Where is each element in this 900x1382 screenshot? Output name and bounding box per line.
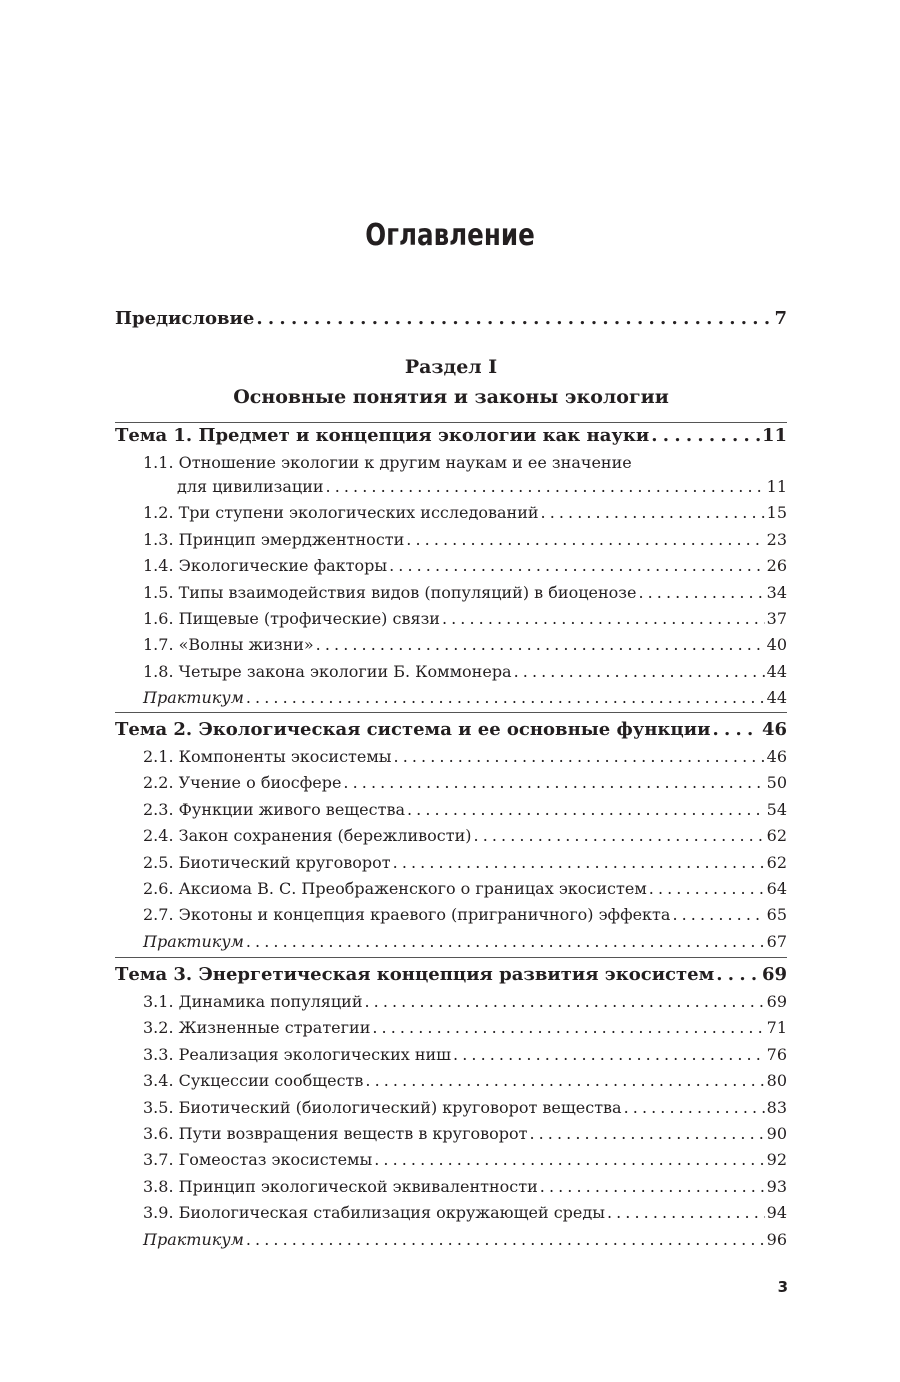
leader-dots — [394, 747, 765, 766]
divider — [115, 957, 787, 958]
toc-item-label: Практикум — [143, 931, 244, 951]
toc-topic-title: Тема 1. Предмет и концепция экологии как науки — [115, 425, 650, 446]
toc-entry-preface[interactable] — [115, 308, 787, 329]
toc-item-label: Практикум — [143, 688, 244, 708]
toc-item-label: 1.4. Экологические факторы — [143, 556, 388, 576]
toc-item[interactable] — [115, 1098, 787, 1117]
leader-dots — [514, 662, 765, 681]
toc-item-page: 64 — [766, 879, 787, 898]
toc-item-label: 1.7. «Волны жизни» — [143, 635, 314, 655]
toc-item-label: 1.2. Три ступени экологических исследований — [143, 503, 539, 523]
leader-dots — [364, 992, 764, 1011]
toc-item-page: 34 — [766, 582, 787, 602]
leader-dots — [541, 503, 765, 522]
leader-dots — [246, 1230, 765, 1249]
toc-item-page: 69 — [766, 992, 787, 1011]
toc-item-page: 90 — [766, 1124, 787, 1143]
toc-item[interactable] — [115, 1124, 787, 1143]
toc-item-page: 11 — [766, 477, 787, 496]
toc-item-page: 76 — [766, 1044, 787, 1064]
toc-item[interactable] — [115, 1203, 787, 1222]
leader-dots — [651, 425, 760, 446]
toc-item-page: 92 — [766, 1150, 787, 1170]
leader-dots — [246, 688, 765, 707]
toc-item-label: 1.5. Типы взаимодействия видов (популяций) в биоценозе — [143, 582, 637, 602]
leader-dots — [712, 719, 760, 740]
toc-item-label: 1.8. Четыре закона экологии Б. Коммонера — [143, 661, 512, 681]
leader-dots — [474, 826, 765, 845]
toc-topic-1[interactable] — [115, 425, 787, 446]
leader-dots — [246, 932, 765, 951]
toc-item-page: 62 — [766, 826, 787, 846]
toc-item[interactable] — [115, 992, 787, 1011]
toc-item[interactable] — [115, 1045, 787, 1064]
toc-item-page: 80 — [766, 1071, 787, 1091]
divider — [115, 712, 787, 713]
toc-item-page: 44 — [766, 661, 787, 681]
toc-item-page: 93 — [766, 1176, 787, 1196]
toc-item-practicum[interactable] — [115, 688, 787, 707]
page-number: 3 — [777, 1278, 788, 1296]
toc-topic-page: 69 — [761, 964, 787, 985]
toc-item-label: 2.4. Закон сохранения (бережливости) — [143, 826, 472, 846]
leader-dots — [372, 1018, 764, 1037]
toc-item-label: 2.3. Функции живого вещества — [143, 799, 405, 819]
leader-dots — [638, 583, 764, 602]
toc-item-label: 1.3. Принцип эмерджентности — [143, 529, 405, 549]
toc-item[interactable] — [115, 879, 787, 898]
toc-entry-page: 7 — [774, 308, 787, 329]
toc-item-label: 2.2. Учение о биосфере — [143, 773, 342, 793]
leader-dots — [374, 1150, 764, 1169]
toc-topic-title: Тема 2. Экологическая система и ее основные функции — [115, 719, 711, 740]
toc-item-page: 50 — [766, 773, 787, 793]
toc-item-label: 2.6. Аксиома В. С. Преображенского о границах экосистем — [143, 879, 647, 898]
toc-item[interactable] — [115, 503, 787, 522]
leader-dots — [529, 1124, 764, 1143]
toc-item-label: для цивилизации — [177, 477, 324, 496]
leader-dots — [540, 1177, 765, 1196]
leader-dots — [407, 800, 765, 819]
toc-item[interactable] — [115, 530, 787, 549]
leader-dots — [326, 477, 765, 496]
divider — [115, 422, 787, 423]
toc-item-page: 54 — [766, 799, 787, 819]
toc-item-label: 2.7. Экотоны и концепция краевого (приграничного) эффекта — [143, 905, 671, 925]
leader-dots — [624, 1098, 765, 1117]
toc-item[interactable] — [115, 853, 787, 872]
toc-item-page: 65 — [766, 905, 787, 925]
toc-item-page: 26 — [766, 556, 787, 576]
toc-item-page: 37 — [766, 609, 787, 628]
leader-dots — [607, 1203, 765, 1222]
leader-dots — [649, 879, 765, 898]
leader-dots — [316, 635, 765, 654]
toc-item[interactable] — [115, 747, 787, 766]
toc-item[interactable] — [115, 1018, 787, 1037]
toc-item[interactable] — [115, 826, 787, 845]
toc-item[interactable] — [115, 609, 787, 628]
toc-item[interactable] — [115, 635, 787, 654]
leader-dots — [406, 530, 764, 549]
toc-item-label: 2.5. Биотический круговорот — [143, 852, 391, 872]
toc-item-page: 62 — [766, 852, 787, 872]
toc-item[interactable] — [115, 773, 787, 792]
leader-dots — [389, 556, 765, 575]
toc-item-practicum[interactable] — [115, 1230, 787, 1249]
toc-item-label: 3.6. Пути возвращения веществ в круговорот — [143, 1124, 528, 1143]
toc-item-page: 94 — [766, 1203, 787, 1223]
toc-item-label: 3.1. Динамика популяций — [143, 992, 363, 1011]
toc-entry-label: Предисловие — [115, 308, 255, 329]
toc-item-continuation[interactable] — [115, 477, 787, 496]
section-name: Основные понятия и законы экологии — [233, 386, 669, 408]
toc-item[interactable] — [115, 1177, 787, 1196]
toc-topic-2[interactable] — [115, 719, 787, 740]
toc-item-label: 3.4. Сукцессии сообществ — [143, 1071, 364, 1091]
toc-item-page: 15 — [766, 503, 787, 523]
toc-item-page: 46 — [766, 747, 787, 766]
leader-dots — [343, 773, 764, 792]
toc-topic-title: Тема 3. Энергетическая концепция развития экосистем — [115, 964, 715, 985]
toc-topic-page: 11 — [761, 425, 787, 446]
leader-dots — [256, 308, 772, 329]
toc-item-page: 44 — [766, 688, 787, 708]
toc-item[interactable] — [115, 905, 787, 924]
toc-item-page: 71 — [766, 1018, 787, 1038]
toc-item-page: 23 — [766, 529, 787, 549]
toc-item-label: 3.2. Жизненные стратегии — [143, 1018, 371, 1038]
toc-item[interactable] — [115, 1071, 787, 1090]
toc-item-page: 96 — [766, 1229, 787, 1249]
leader-dots — [393, 853, 765, 872]
toc-item-label: 3.7. Гомеостаз экосистемы — [143, 1150, 373, 1170]
toc-item-label: 1.1. Отношение экологии к другим наукам и ее значение — [143, 453, 632, 472]
leader-dots — [716, 964, 760, 985]
toc-topic-page: 46 — [761, 719, 787, 740]
toc-item-label: 2.1. Компоненты экосистемы — [143, 747, 392, 766]
toc-item-label: 1.6. Пищевые (трофические) связи — [143, 609, 440, 628]
toc-item-practicum[interactable] — [115, 932, 787, 951]
toc-item-label: Практикум — [143, 1229, 244, 1249]
toc-item-page: 40 — [766, 635, 787, 655]
leader-dots — [365, 1071, 764, 1090]
toc-item-page: 67 — [766, 931, 787, 951]
toc-item[interactable] — [115, 453, 787, 472]
leader-dots — [442, 609, 765, 628]
toc-item[interactable] — [115, 583, 787, 602]
toc-item-label: 3.9. Биологическая стабилизация окружающей среды — [143, 1203, 605, 1223]
toc-item[interactable] — [115, 800, 787, 819]
leader-dots — [672, 905, 764, 924]
toc-item-page: 83 — [766, 1097, 787, 1117]
toc-item[interactable] — [115, 556, 787, 575]
toc-item-label: 3.8. Принцип экологической эквивалентности — [143, 1176, 538, 1196]
toc-topic-3[interactable] — [115, 964, 787, 985]
toc-item[interactable] — [115, 1150, 787, 1169]
section-number: Раздел I — [404, 356, 498, 378]
toc-item-label: 3.3. Реализация экологических ниш — [143, 1044, 452, 1064]
leader-dots — [453, 1045, 765, 1064]
page-title: Оглавление — [365, 218, 535, 253]
toc-item[interactable] — [115, 662, 787, 681]
toc-item-label: 3.5. Биотический (биологический) круговорот вещества — [143, 1097, 622, 1117]
